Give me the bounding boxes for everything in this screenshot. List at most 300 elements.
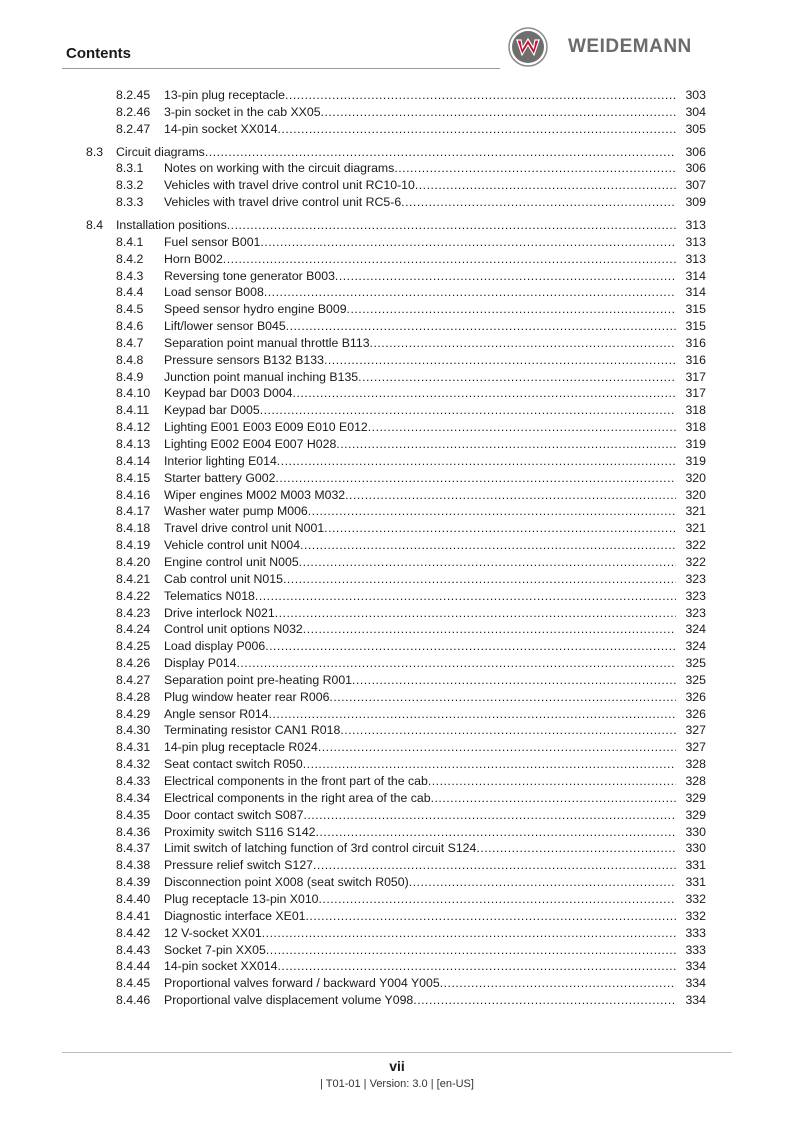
toc-entry-page: 330 <box>685 841 706 856</box>
toc-leader-dots <box>440 975 676 992</box>
toc-entry-number: 8.4.9 <box>116 369 144 384</box>
toc-entry-title-line <box>164 672 676 689</box>
page-header <box>0 0 794 72</box>
toc-entry-title: 14-pin socket XX014 <box>164 121 278 136</box>
toc-leader-dots <box>394 160 676 177</box>
toc-leader-dots <box>308 503 676 520</box>
toc-entry[interactable] <box>0 177 794 194</box>
toc-entry-page: 309 <box>685 195 706 210</box>
toc-entry[interactable] <box>0 908 794 925</box>
toc-entry-title-line <box>164 689 676 706</box>
toc-entry-page: 317 <box>685 386 706 401</box>
toc-entry-page: 306 <box>685 161 706 176</box>
toc-entry-title: Wiper engines M002 M003 M032 <box>164 487 346 502</box>
toc-leader-dots <box>269 706 676 723</box>
toc-entry-number: 8.4.19 <box>116 538 151 553</box>
toc-entry-number: 8.4.8 <box>116 352 144 367</box>
toc-entry[interactable] <box>0 824 794 841</box>
toc-entry[interactable] <box>0 419 794 436</box>
toc-entry-title: Socket 7-pin XX05 <box>164 942 266 957</box>
toc-entry-title: Lighting E002 E004 E007 H028 <box>164 437 337 451</box>
toc-entry[interactable] <box>0 571 794 588</box>
toc-entry-number: 8.4.45 <box>116 976 151 991</box>
toc-entry-title-line <box>164 470 676 487</box>
toc-entry-title: Plug window heater rear R006 <box>164 689 330 704</box>
toc-entry-title: Washer water pump M006 <box>164 504 308 519</box>
toc-entry-number: 8.3.3 <box>116 195 144 210</box>
toc-leader-dots <box>303 807 676 824</box>
toc-entry-number: 8.3 <box>86 144 104 159</box>
toc-entry-page: 306 <box>685 144 706 159</box>
toc-entry-title: Speed sensor hydro engine B009 <box>164 302 347 317</box>
toc-entry-number: 8.4.21 <box>116 571 151 586</box>
toc-entry-page: 313 <box>685 251 706 266</box>
toc-entry-title: Fuel sensor B001 <box>164 234 261 249</box>
toc-leader-dots <box>319 891 677 908</box>
toc-leader-dots <box>260 402 676 419</box>
toc-entry-title: Interior lighting E014 <box>164 453 277 468</box>
toc-entry-title-line <box>164 87 676 104</box>
toc-entry-page: 313 <box>685 234 706 249</box>
toc-entry-page: 320 <box>685 470 706 485</box>
toc-entry-number: 8.4.32 <box>116 757 151 772</box>
toc-entry[interactable] <box>0 144 794 161</box>
toc-entry[interactable] <box>0 722 794 739</box>
toc-entry-title: Keypad bar D003 D004 <box>164 386 293 401</box>
toc-entry-page: 303 <box>685 88 706 102</box>
toc-entry[interactable] <box>0 840 794 857</box>
toc-entry-title-line <box>164 722 676 739</box>
toc-entry[interactable] <box>0 756 794 773</box>
toc-leader-dots <box>264 284 676 301</box>
toc-entry-page: 325 <box>685 672 706 687</box>
toc-entry[interactable] <box>0 672 794 689</box>
toc-entry-page: 324 <box>685 622 706 637</box>
toc-leader-dots <box>303 756 676 773</box>
toc-entry-title-line <box>164 251 676 268</box>
toc-leader-dots <box>413 992 676 1009</box>
toc-leader-dots <box>223 251 676 268</box>
toc-entry-page: 328 <box>685 774 706 788</box>
toc-entry-title-line <box>164 706 676 723</box>
toc-entry-title: Engine control unit N005 <box>164 554 299 569</box>
toc-entry-number: 8.4.28 <box>116 689 151 704</box>
toc-entry-page: 322 <box>685 538 706 553</box>
toc-entry[interactable] <box>0 453 794 470</box>
toc-entry-title: 12 V-socket XX01 <box>164 925 262 940</box>
toc-leader-dots <box>227 217 676 234</box>
toc-entry-title-line <box>164 537 676 554</box>
toc-entry[interactable] <box>0 268 794 285</box>
toc-entry-title-line <box>164 554 676 571</box>
toc-entry[interactable] <box>0 689 794 706</box>
toc-leader-dots <box>277 121 676 138</box>
toc-entry-number: 8.4.1 <box>116 234 144 249</box>
toc-entry-number: 8.4.38 <box>116 858 151 873</box>
toc-leader-dots <box>358 369 676 386</box>
toc-entry[interactable] <box>0 975 794 992</box>
toc-entry-number: 8.4.26 <box>116 656 151 671</box>
toc-leader-dots <box>277 453 676 470</box>
toc-entry-number: 8.4.16 <box>116 487 151 502</box>
toc-entry-number: 8.4.22 <box>116 588 151 603</box>
toc-leader-dots <box>409 874 676 891</box>
toc-entry-number: 8.4.42 <box>116 925 151 940</box>
toc-entry-title-line <box>116 144 676 161</box>
toc-leader-dots <box>352 672 676 689</box>
toc-entry-number: 8.4 <box>86 217 104 232</box>
toc-entry-title: Separation point pre-heating R001 <box>164 672 353 687</box>
toc-entry-page: 333 <box>685 942 706 957</box>
toc-leader-dots <box>283 571 676 588</box>
toc-entry-title: Vehicle control unit N004 <box>164 538 301 553</box>
toc-entry-number: 8.2.47 <box>116 121 151 136</box>
toc-entry-number: 8.4.46 <box>116 993 151 1008</box>
toc-entry[interactable] <box>0 352 794 369</box>
toc-entry-title-line <box>164 605 676 622</box>
toc-entry-title: Vehicles with travel drive control unit RC5-6 <box>164 195 402 210</box>
toc-entry-page: 333 <box>685 925 706 940</box>
toc-entry-number: 8.4.41 <box>116 908 151 923</box>
toc-entry-page: 328 <box>685 757 706 772</box>
toc-entry[interactable] <box>0 605 794 622</box>
toc-entry[interactable] <box>0 301 794 318</box>
toc-entry-title: Electrical components in the front part of the cab <box>164 774 428 788</box>
toc-leader-dots <box>255 588 676 605</box>
toc-entry-page: 331 <box>685 875 706 890</box>
toc-entry-page: 324 <box>685 639 706 654</box>
toc-leader-dots <box>300 537 676 554</box>
toc-entry[interactable] <box>0 436 794 453</box>
toc-entry-title-line <box>164 369 676 386</box>
toc-entry-title: Limit switch of latching function of 3rd control circuit S124 <box>164 841 477 856</box>
brand-name: WEIDEMANN <box>568 36 692 57</box>
toc-entry-number: 8.4.37 <box>116 841 151 856</box>
toc-leader-dots <box>318 739 676 756</box>
toc-leader-dots <box>324 520 676 537</box>
toc-entry-title-line <box>164 975 676 992</box>
toc-entry[interactable] <box>0 121 794 138</box>
toc-entry-title: Starter battery G002 <box>164 470 276 485</box>
toc-entry-number: 8.4.43 <box>116 942 151 957</box>
toc-entry-title: Reversing tone generator B003 <box>164 268 335 283</box>
weidemann-logo-icon <box>508 27 548 67</box>
toc-entry-number: 8.4.6 <box>116 319 144 334</box>
toc-entry-page: 326 <box>685 689 706 704</box>
toc-leader-dots <box>293 385 676 402</box>
toc-leader-dots <box>370 335 676 352</box>
toc-entry-title-line <box>164 807 676 824</box>
toc-entry[interactable] <box>0 402 794 419</box>
toc-leader-dots <box>329 689 676 706</box>
toc-entry-number: 8.4.44 <box>116 959 151 974</box>
toc-entry-page: 332 <box>685 908 706 923</box>
toc-leader-dots <box>428 773 676 790</box>
toc-leader-dots <box>265 638 676 655</box>
toc-leader-dots <box>275 470 676 487</box>
toc-entry-page: 304 <box>685 104 706 119</box>
toc-entry-title-line <box>116 217 676 234</box>
toc-entry-title-line <box>164 790 676 807</box>
toc-entry-title: 3-pin socket in the cab XX05 <box>164 104 321 119</box>
toc-leader-dots <box>335 268 676 285</box>
toc-entry-page: 323 <box>685 605 706 620</box>
toc-leader-dots <box>277 958 676 975</box>
toc-entry-page: 319 <box>685 437 706 451</box>
toc-entry[interactable] <box>0 958 794 975</box>
toc-entry-title: Circuit diagrams <box>116 144 205 159</box>
toc-entry-title-line <box>164 571 676 588</box>
toc-entry-title-line <box>164 318 676 335</box>
toc-entry-title-line <box>164 160 676 177</box>
toc-entry-title: Travel drive control unit N001 <box>164 521 325 536</box>
toc-entry-title-line <box>164 520 676 537</box>
toc-entry-number: 8.4.14 <box>116 453 151 468</box>
toc-entry-page: 334 <box>685 993 706 1008</box>
page-title: Contents <box>66 45 131 62</box>
toc-leader-dots <box>321 104 676 121</box>
toc-entry[interactable] <box>0 992 794 1009</box>
toc-entry-page: 321 <box>685 504 706 519</box>
toc-leader-dots <box>205 144 676 161</box>
toc-entry-title: Junction point manual inching B135 <box>164 369 359 384</box>
toc-entry-title-line <box>164 891 676 908</box>
toc-entry-number: 8.4.10 <box>116 386 151 401</box>
toc-entry-page: 316 <box>685 352 706 367</box>
toc-entry-number: 8.4.31 <box>116 740 151 755</box>
toc-entry[interactable] <box>0 537 794 554</box>
toc-entry[interactable] <box>0 588 794 605</box>
toc-leader-dots <box>299 554 676 571</box>
toc-entry-page: 313 <box>685 217 706 232</box>
toc-leader-dots <box>347 301 676 318</box>
toc-entry-page: 323 <box>685 571 706 586</box>
toc-leader-dots <box>415 177 676 194</box>
toc-entry-title-line <box>164 925 676 942</box>
toc-entry-title: Terminating resistor CAN1 R018 <box>164 723 341 738</box>
toc-entry-title-line <box>164 453 676 470</box>
toc-entry-page: 327 <box>685 740 706 755</box>
toc-entry-number: 8.2.45 <box>116 88 151 102</box>
toc-entry[interactable] <box>0 234 794 251</box>
toc-entry-page: 318 <box>685 403 706 418</box>
toc-entry-title: 13-pin plug receptacle <box>164 88 285 102</box>
toc-leader-dots <box>368 419 676 436</box>
toc-entry-title: Drive interlock N021 <box>164 605 275 620</box>
toc-leader-dots <box>336 436 676 453</box>
toc-entry-title-line <box>164 824 676 841</box>
toc-leader-dots <box>303 621 676 638</box>
toc-entry[interactable] <box>0 891 794 908</box>
toc-leader-dots <box>345 487 676 504</box>
toc-entry-number: 8.4.18 <box>116 521 151 536</box>
toc-entry-page: 329 <box>685 790 706 805</box>
toc-entry-title-line <box>164 992 676 1009</box>
toc-entry-title-line <box>164 419 676 436</box>
toc-entry[interactable] <box>0 706 794 723</box>
toc-entry-title-line <box>164 284 676 301</box>
toc-entry-title: Proportional valves forward / backward Y004 Y005 <box>164 976 440 991</box>
toc-entry-page: 305 <box>685 121 706 136</box>
toc-entry-title: Proportional valve displacement volume Y098 <box>164 993 414 1008</box>
toc-entry-title: Door contact switch S087 <box>164 807 304 822</box>
toc-entry-number: 8.4.30 <box>116 723 151 738</box>
toc-entry-page: 327 <box>685 723 706 738</box>
toc-leader-dots <box>431 790 676 807</box>
toc-entry-title: Proximity switch S116 S142 <box>164 824 316 839</box>
toc-entry-number: 8.4.39 <box>116 875 151 890</box>
toc-entry-number: 8.4.12 <box>116 420 151 435</box>
toc-leader-dots <box>340 722 676 739</box>
toc-entry[interactable] <box>0 503 794 520</box>
footer-divider <box>62 1052 732 1053</box>
toc-leader-dots <box>286 318 676 335</box>
toc-entry-page: 315 <box>685 319 706 334</box>
toc-entry-page: 317 <box>685 369 706 384</box>
toc-entry-number: 8.2.46 <box>116 104 151 119</box>
toc-entry[interactable] <box>0 470 794 487</box>
toc-entry[interactable] <box>0 925 794 942</box>
toc-entry[interactable] <box>0 385 794 402</box>
toc-leader-dots <box>260 234 676 251</box>
toc-entry[interactable] <box>0 655 794 672</box>
toc-entry-title-line <box>164 487 676 504</box>
toc-entry-title: Control unit options N032 <box>164 622 303 637</box>
toc-entry-title-line <box>164 335 676 352</box>
toc-entry-page: 330 <box>685 824 706 839</box>
toc-entry-number: 8.4.24 <box>116 622 151 637</box>
toc-entry-title: Telematics N018 <box>164 588 255 603</box>
toc-leader-dots <box>316 824 677 841</box>
toc-entry-title-line <box>164 121 676 138</box>
toc-entry[interactable] <box>0 520 794 537</box>
toc-leader-dots <box>313 857 676 874</box>
toc-leader-dots <box>266 942 676 959</box>
toc-entry-number: 8.4.4 <box>116 285 144 300</box>
toc-entry-title-line <box>164 385 676 402</box>
toc-entry-title-line <box>164 301 676 318</box>
toc-entry-title: Plug receptacle 13-pin X010 <box>164 891 319 906</box>
toc-entry-number: 8.4.29 <box>116 706 151 721</box>
toc-entry-title: Angle sensor R014 <box>164 706 269 721</box>
toc-entry[interactable] <box>0 638 794 655</box>
toc-entry-number: 8.4.25 <box>116 639 151 654</box>
toc-entry[interactable] <box>0 369 794 386</box>
toc-entry-page: 314 <box>685 268 706 283</box>
toc-leader-dots <box>275 605 676 622</box>
toc-entry[interactable] <box>0 554 794 571</box>
toc-entry-page: 325 <box>685 656 706 671</box>
toc-entry[interactable] <box>0 87 794 104</box>
toc-entry[interactable] <box>0 217 794 234</box>
toc-entry-title: Horn B002 <box>164 251 223 266</box>
toc-entry-title: Display P014 <box>164 656 237 671</box>
document-version-info: | T01-01 | Version: 3.0 | [en-US] <box>320 1078 474 1090</box>
toc-entry-number: 8.4.34 <box>116 790 151 805</box>
toc-entry[interactable] <box>0 621 794 638</box>
toc-entry-number: 8.4.3 <box>116 268 144 283</box>
toc-entry-page: 315 <box>685 302 706 317</box>
toc-entry[interactable] <box>0 335 794 352</box>
toc-entry-page: 322 <box>685 554 706 569</box>
toc-entry-page: 320 <box>685 487 706 502</box>
toc-entry-title: Lift/lower sensor B045 <box>164 319 286 334</box>
toc-entry-title: Lighting E001 E003 E009 E010 E012 <box>164 420 368 435</box>
toc-entry-title: Electrical components in the right area of the cab <box>164 790 431 805</box>
toc-entry[interactable] <box>0 284 794 301</box>
toc-entry-number: 8.4.20 <box>116 554 151 569</box>
toc-entry-title-line <box>164 773 676 790</box>
toc-entry-title-line <box>164 874 676 891</box>
toc-entry[interactable] <box>0 194 794 211</box>
toc-entry-title-line <box>164 352 676 369</box>
toc-entry-number: 8.4.5 <box>116 302 144 317</box>
toc-entry-title-line <box>164 756 676 773</box>
toc-entry-title: Load sensor B008 <box>164 285 264 300</box>
toc-leader-dots <box>285 87 676 104</box>
toc-entry[interactable] <box>0 857 794 874</box>
toc-entry-number: 8.4.13 <box>116 437 151 451</box>
toc-entry[interactable] <box>0 160 794 177</box>
toc-entry-title-line <box>164 739 676 756</box>
toc-entry-number: 8.3.2 <box>116 178 144 193</box>
toc-entry-number: 8.4.36 <box>116 824 151 839</box>
toc-entry-number: 8.4.27 <box>116 672 151 687</box>
toc-entry-title-line <box>164 503 676 520</box>
toc-entry[interactable] <box>0 807 794 824</box>
toc-entry[interactable] <box>0 942 794 959</box>
toc-entry-number: 8.4.7 <box>116 335 144 350</box>
toc-entry-title: Disconnection point X008 (seat switch R050) <box>164 875 409 890</box>
toc-entry-number: 8.4.33 <box>116 774 151 788</box>
page-number: vii <box>389 1058 405 1074</box>
toc-entry-number: 8.3.1 <box>116 161 144 176</box>
toc-entry-title-line <box>164 402 676 419</box>
toc-entry-page: 334 <box>685 976 706 991</box>
toc-entry-number: 8.4.40 <box>116 891 151 906</box>
toc-entry-title-line <box>164 234 676 251</box>
toc-entry[interactable] <box>0 790 794 807</box>
toc-entry-title-line <box>164 840 676 857</box>
toc-entry-title-line <box>164 268 676 285</box>
toc-entry-title-line <box>164 638 676 655</box>
toc-entry-title: Diagnostic interface XE01 <box>164 908 306 923</box>
toc-entry-page: 326 <box>685 706 706 721</box>
toc-entry[interactable] <box>0 318 794 335</box>
toc-entry-page: 329 <box>685 807 706 822</box>
toc-entry[interactable] <box>0 104 794 121</box>
toc-leader-dots <box>324 352 676 369</box>
toc-entry-title-line <box>164 857 676 874</box>
toc-entry[interactable] <box>0 487 794 504</box>
toc-entry-title: Load display P006 <box>164 639 266 654</box>
toc-leader-dots <box>262 925 676 942</box>
toc-entry-title: Notes on working with the circuit diagrams <box>164 161 395 176</box>
toc-entry-page: 334 <box>685 959 706 974</box>
toc-entry-title-line <box>164 942 676 959</box>
toc-entry-page: 307 <box>685 178 706 193</box>
toc-leader-dots <box>236 655 676 672</box>
toc-entry-page: 314 <box>685 285 706 300</box>
toc-entry[interactable] <box>0 773 794 790</box>
toc-entry-page: 316 <box>685 335 706 350</box>
toc-entry[interactable] <box>0 251 794 268</box>
toc-entry[interactable] <box>0 739 794 756</box>
toc-entry-title: 14-pin socket XX014 <box>164 959 278 974</box>
toc-entry-title: Installation positions <box>116 217 227 232</box>
toc-entry[interactable] <box>0 874 794 891</box>
toc-entry-title-line <box>164 655 676 672</box>
